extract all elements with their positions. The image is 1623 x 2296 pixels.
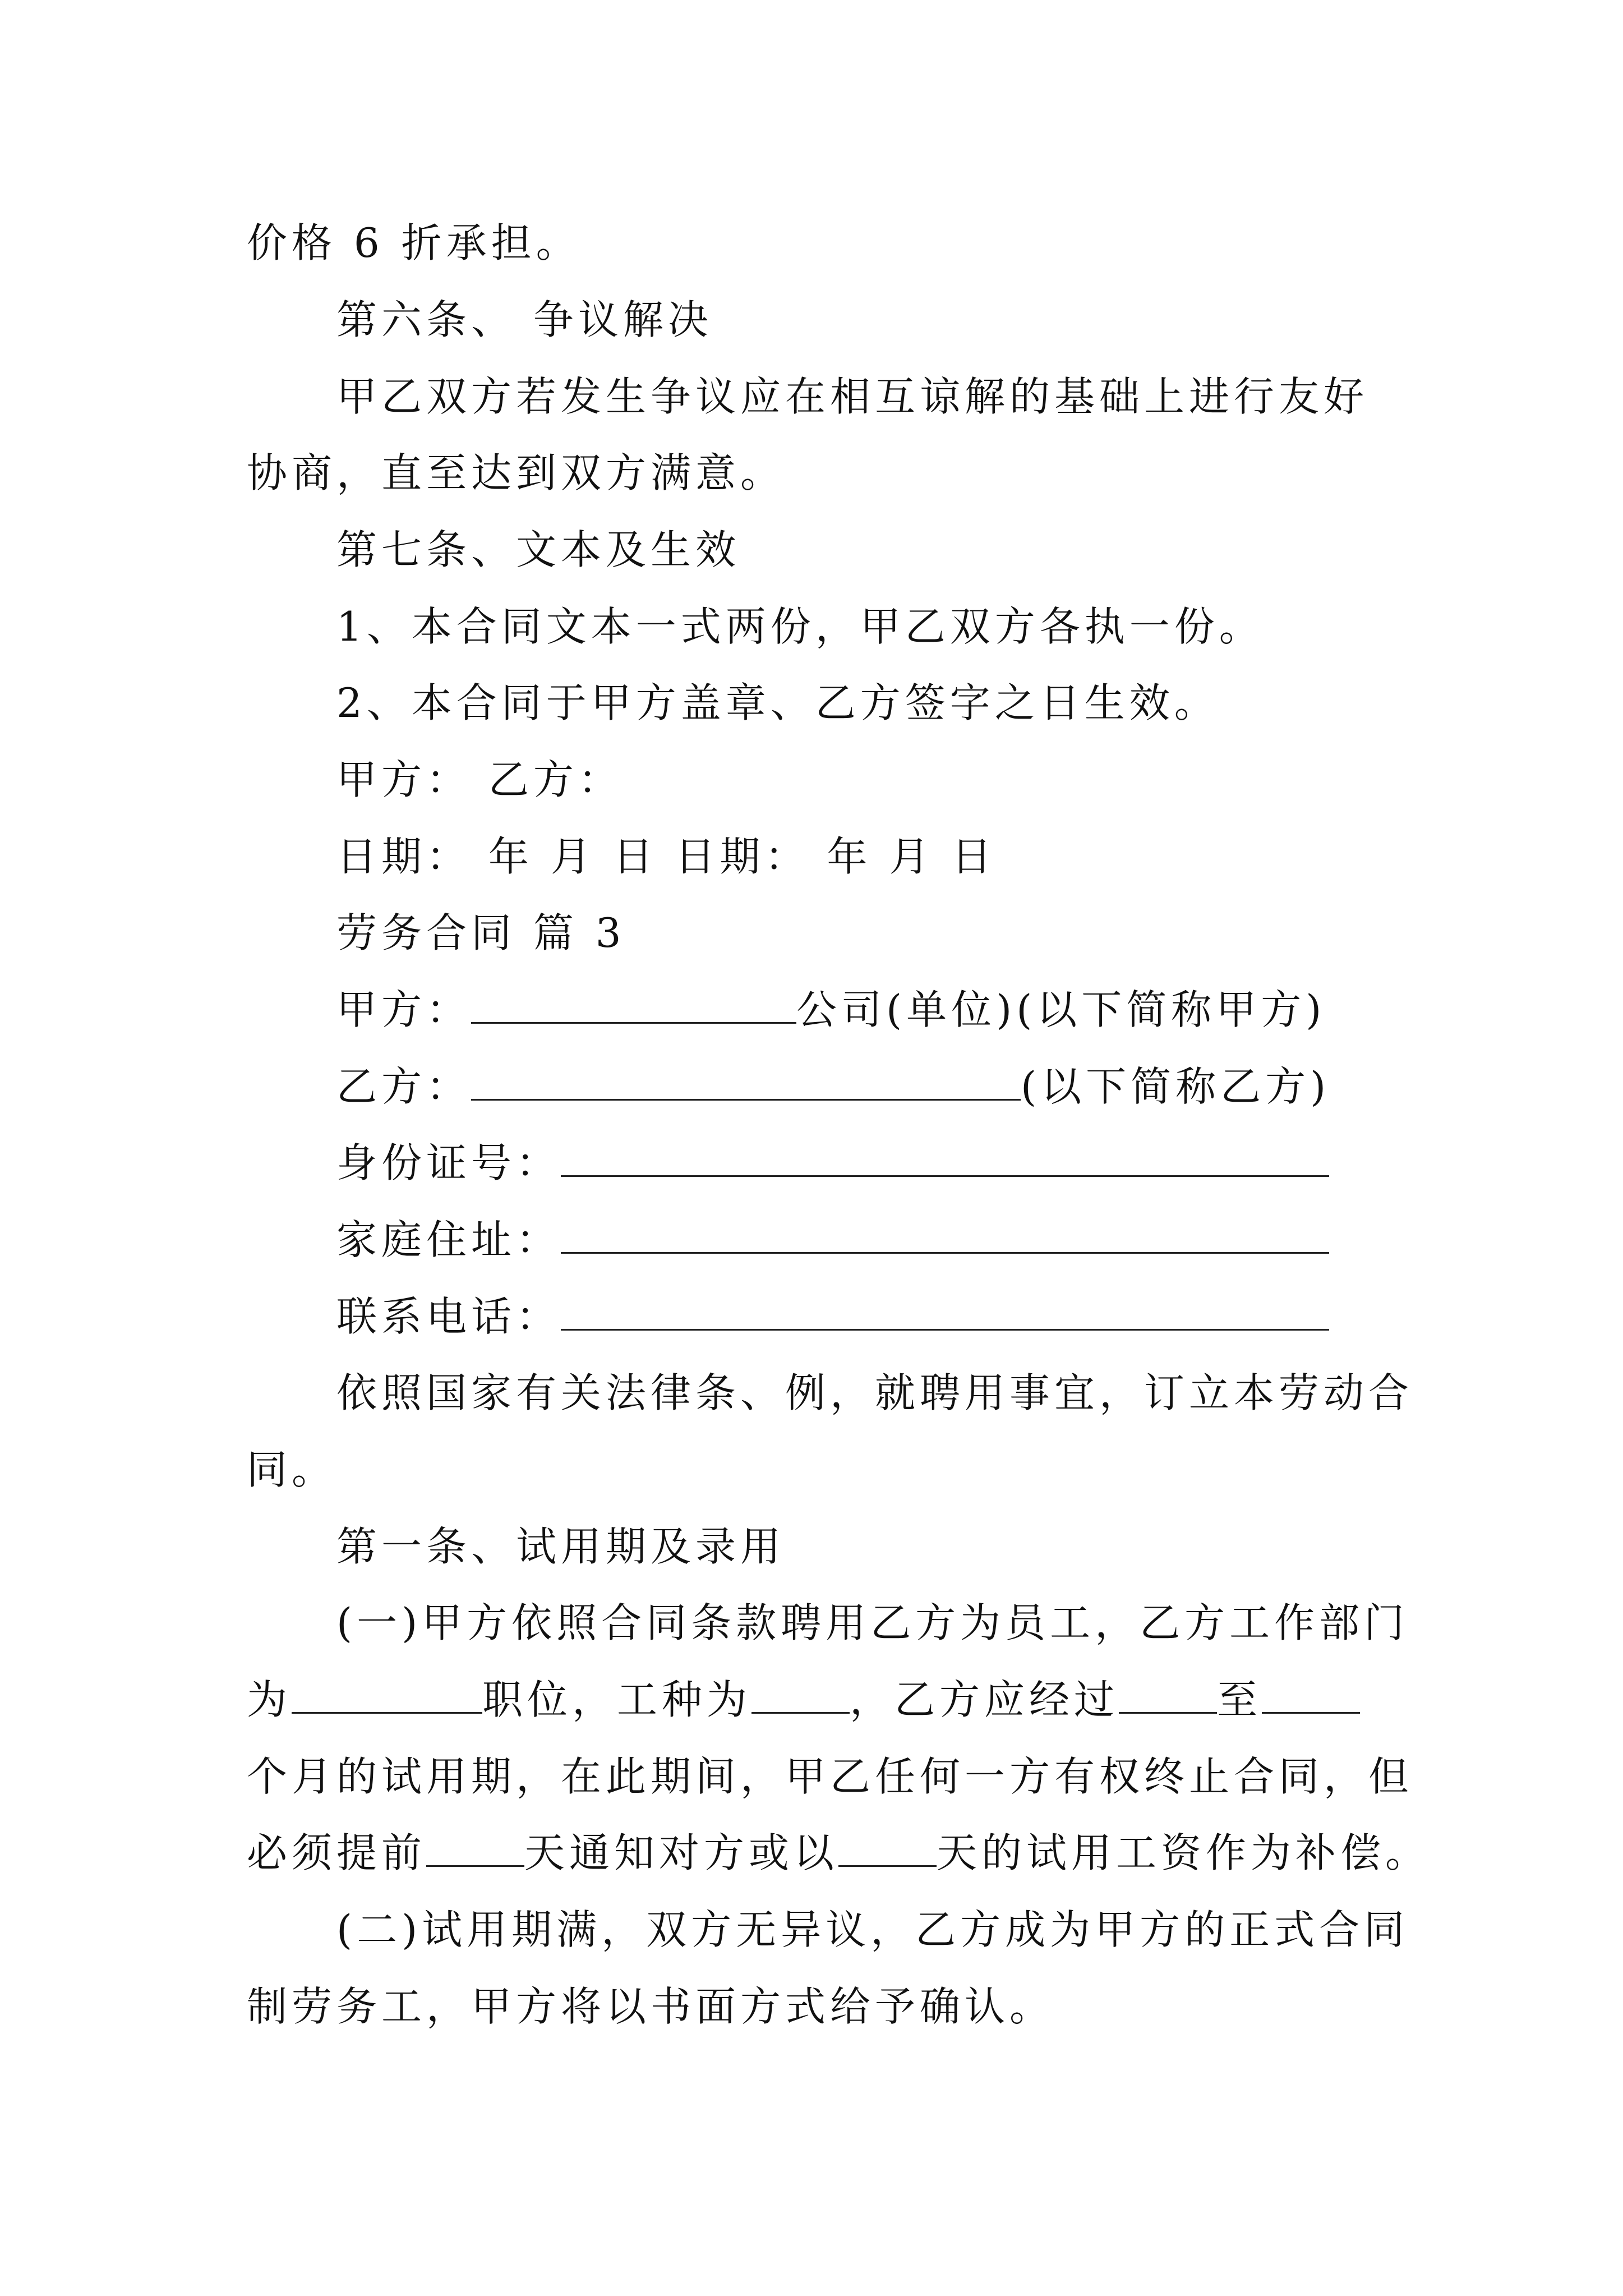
- paragraph-line: 甲乙双方若发生争议应在相互谅解的基础上进行友好: [336, 373, 1369, 420]
- probation-from-blank: [1119, 1677, 1217, 1714]
- party-a-blank: [471, 987, 796, 1024]
- address-line: [336, 1214, 1329, 1265]
- id-number-line: [336, 1138, 1329, 1188]
- text-segment: 为: [247, 1676, 292, 1723]
- job-type-blank: [751, 1677, 850, 1714]
- address-blank: [561, 1217, 1329, 1254]
- paragraph-line: 个月的试用期，在此期间，甲乙任何一方有权终止合同，但: [247, 1753, 1414, 1800]
- text-segment: 职位，工种为: [482, 1676, 752, 1723]
- id-number-label: 身份证号：: [336, 1139, 561, 1186]
- party-a-line: [336, 984, 1326, 1035]
- compensation-days-blank: [838, 1830, 937, 1867]
- notice-days-blank: [426, 1830, 524, 1867]
- paragraph-line: 1、本合同文本一式两份，甲乙双方各执一份。: [336, 603, 1264, 650]
- paragraph-line: (一)甲方依照合同条款聘用乙方为员工，乙方工作部门: [336, 1599, 1409, 1646]
- text-segment: ，乙方应经过: [850, 1676, 1119, 1723]
- paragraph-line: 同。: [247, 1446, 337, 1493]
- party-b-line: [336, 1061, 1330, 1112]
- article-heading: 第七条、文本及生效: [336, 526, 741, 573]
- text-segment: 天的试用工资作为补偿。: [937, 1829, 1431, 1876]
- date-line: 日期： 年 月 日 日期： 年 月 日: [336, 833, 997, 880]
- text-segment: 至: [1217, 1676, 1262, 1723]
- paragraph-line: 依照国家有关法律条、例，就聘用事宜，订立本劳动合: [336, 1369, 1414, 1416]
- phone-line: [336, 1291, 1329, 1342]
- article-heading: 第六条、 争议解决: [336, 296, 713, 343]
- phone-label: 联系电话：: [336, 1293, 561, 1340]
- position-line: [247, 1674, 1360, 1725]
- phone-blank: [561, 1294, 1329, 1331]
- article-heading: 第一条、试用期及录用: [336, 1523, 786, 1570]
- text-segment: 必须提前: [247, 1829, 427, 1876]
- notice-line: [247, 1828, 1430, 1878]
- department-blank: [292, 1677, 482, 1714]
- id-number-blank: [561, 1140, 1329, 1177]
- probation-to-blank: [1262, 1677, 1360, 1714]
- paragraph-line: (二)试用期满，双方无异议，乙方成为甲方的正式合同: [336, 1906, 1409, 1953]
- party-a-label: 甲方：: [336, 986, 472, 1033]
- text-segment: 天通知对方或以: [524, 1829, 839, 1876]
- paragraph-line: 2、本合同于甲方盖章、乙方签字之日生效。: [336, 679, 1219, 726]
- paragraph-line: 制劳务工，甲方将以书面方式给予确认。: [247, 1983, 1055, 2030]
- address-label: 家庭住址：: [336, 1216, 561, 1263]
- signature-line: 甲方： 乙方：: [336, 756, 623, 803]
- party-b-label: 乙方：: [336, 1063, 472, 1110]
- paragraph-line: 价格 6 折承担。: [247, 219, 581, 266]
- section-title: 劳务合同 篇 3: [336, 909, 626, 956]
- party-b-suffix: (以下简称乙方): [1021, 1063, 1331, 1110]
- party-b-blank: [471, 1064, 1021, 1101]
- paragraph-line: 协商，直至达到双方满意。: [247, 449, 786, 496]
- party-a-suffix: 公司(单位)(以下简称甲方): [796, 986, 1326, 1033]
